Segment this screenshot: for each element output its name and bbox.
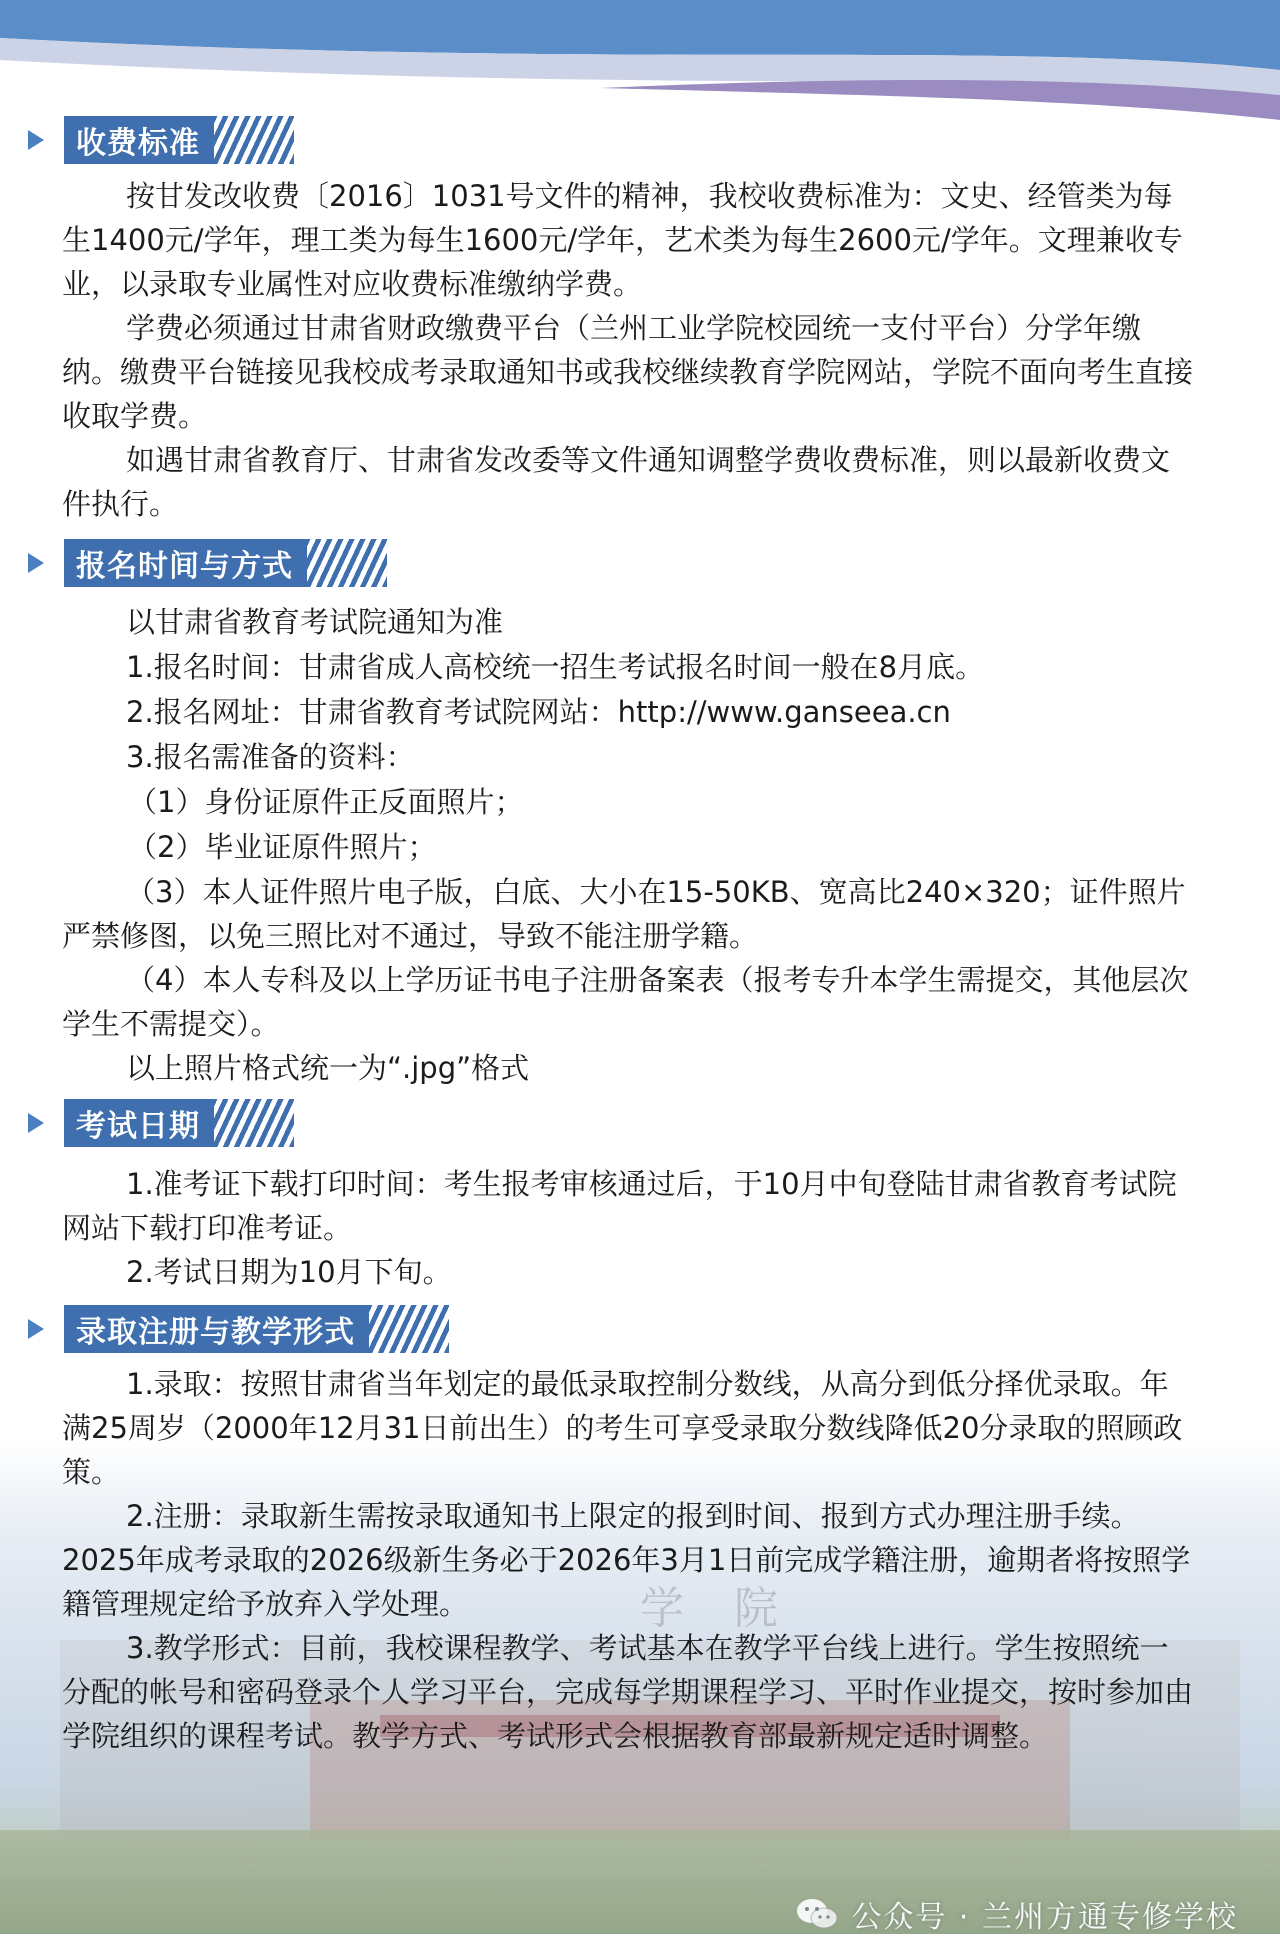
admission-paragraph: 1.录取：按照甘肃省当年划定的最低录取控制分数线，从高分到低分择优录取。年满25周岁（2000年12月31日前出生）的考生可享受录取分数线降低20分录取的照顾政策。 xyxy=(62,1367,1183,1489)
section-title: 收费标准 xyxy=(64,116,214,164)
section-header-fees xyxy=(28,116,294,164)
section-title: 考试日期 xyxy=(64,1099,214,1147)
stripe-decoration xyxy=(367,1305,449,1353)
material-item-3: （3）本人证件照片电子版，白底、大小在15-50KB、宽高比240×320；证件照片严禁修图，以免三照比对不通过，导致不能注册学籍。 xyxy=(62,875,1186,953)
registration-website: 2.报名网址：甘肃省教育考试院网站：http://www.ganseea.cn xyxy=(126,695,951,729)
teaching-form-paragraph: 3.教学形式：目前，我校课程教学、考试基本在教学平台线上进行。学生按照统一分配的帐号和密码登录个人学习平台，完成每学期课程学习、平时作业提交，按时参加由学院组织的课程考试。教学方式、考试形式会根据教育部最新规定适时调整。 xyxy=(62,1631,1194,1753)
material-item-4: （4）本人专科及以上学历证书电子注册备案表（报考专升本学生需提交，其他层次学生不需提交）。 xyxy=(62,963,1189,1041)
arrow-right-icon xyxy=(28,553,44,573)
building-inscription-decoration: 学 院 xyxy=(640,1583,796,1634)
material-item-1: （1）身份证原件正反面照片； xyxy=(128,785,524,819)
stripe-decoration xyxy=(212,116,294,164)
wechat-account-watermark xyxy=(795,1892,1238,1936)
section-header-exam-date xyxy=(28,1099,294,1147)
section-header-admission xyxy=(28,1305,449,1353)
wechat-icon xyxy=(795,1897,839,1931)
stripe-decoration xyxy=(212,1099,294,1147)
stripe-decoration xyxy=(305,539,387,587)
arrow-right-icon xyxy=(28,1113,44,1133)
fees-paragraph-3: 如遇甘肃省教育厅、甘肃省发改委等文件通知调整学费收费标准，则以最新收费文件执行。 xyxy=(62,443,1171,521)
exam-date: 2.考试日期为10月下旬。 xyxy=(126,1255,452,1289)
section-title: 报名时间与方式 xyxy=(64,539,307,587)
photo-format-note: 以上照片格式统一为“.jpg”格式 xyxy=(126,1051,530,1085)
footer-brand-text: 公众号 · 兰州方通专修学校 xyxy=(851,1900,1238,1935)
section-header-registration xyxy=(28,539,387,587)
registration-time: 1.报名时间：甘肃省成人高校统一招生考试报名时间一般在8月底。 xyxy=(126,650,985,684)
registration-paragraph: 2.注册：录取新生需按录取通知书上限定的报到时间、报到方式办理注册手续。2025年成考录取的2026级新生务必于2026年3月1日前完成学籍注册，逾期者将按照学籍管理规定给予放弃入学处理。 xyxy=(62,1499,1191,1621)
admission-ticket-time: 1.准考证下载打印时间：考生报考审核通过后，于10月中旬登陆甘肃省教育考试院网站下载打印准考证。 xyxy=(62,1167,1177,1245)
section-title: 录取注册与教学形式 xyxy=(64,1305,369,1353)
material-item-2: （2）毕业证原件照片； xyxy=(128,830,437,864)
registration-notice: 以甘肃省教育考试院通知为准 xyxy=(126,605,504,639)
arrow-right-icon xyxy=(28,1319,44,1339)
header-wave-banner xyxy=(0,0,1280,120)
registration-materials-heading: 3.报名需准备的资料： xyxy=(126,740,415,774)
fees-paragraph-2: 学费必须通过甘肃省财政缴费平台（兰州工业学院校园统一支付平台）分学年缴纳。缴费平台链接见我校成考录取通知书或我校继续教育学院网站，学院不面向考生直接收取学费。 xyxy=(62,311,1194,433)
arrow-right-icon xyxy=(28,130,44,150)
fees-paragraph-1: 按甘发改收费〔2016〕1031号文件的精神，我校收费标准为：文史、经管类为每生1400元/学年，理工类为每生1600元/学年，艺术类为每生2600元/学年。文理兼收专业，以录取专业属性对应收费标准缴纳学费。 xyxy=(62,179,1183,301)
